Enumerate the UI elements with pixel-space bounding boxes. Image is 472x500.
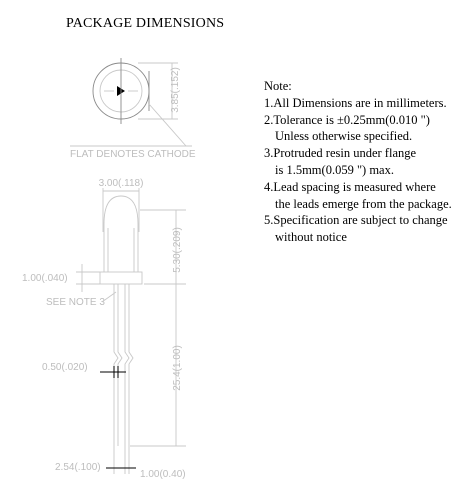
see-note-label: SEE NOTE 3 xyxy=(46,297,105,308)
led-flange xyxy=(100,272,142,284)
flange-label: 1.00(.040) xyxy=(22,273,68,284)
note-line: 5.Specification are subject to change xyxy=(264,213,448,228)
note-line: 2.Tolerance is ±0.25mm(0.010 ") xyxy=(264,112,430,127)
top-view xyxy=(70,58,196,160)
lead-right-inner xyxy=(129,284,133,446)
body-height-label: 5.30(.209) xyxy=(172,227,183,273)
lead-offset-label: 1.00(0.40) xyxy=(140,469,186,480)
note-line: is 1.5mm(0.059 ") max. xyxy=(275,162,394,177)
lead-width-label: 0.50(.020) xyxy=(42,362,88,373)
notes-heading: Note: xyxy=(264,79,292,93)
note-line: 4.Lead spacing is measured where xyxy=(264,179,436,194)
note-line: 1.All Dimensions are in millimeters. xyxy=(264,95,447,110)
notes-panel xyxy=(264,78,469,246)
body-diameter-label: 3.00(.118) xyxy=(98,178,144,189)
side-view xyxy=(22,178,186,480)
note-line: without notice xyxy=(275,230,347,245)
lead-spacing-label: 2.54(.100) xyxy=(55,462,101,473)
lead-length-label: 25.4(1.00) xyxy=(172,345,183,391)
lead-left xyxy=(114,284,118,446)
led-body-outline xyxy=(104,196,138,272)
lead-left-inner xyxy=(118,284,122,446)
page-title: PACKAGE DIMENSIONS xyxy=(66,16,225,31)
flat-denotes-cathode-label: FLAT DENOTES CATHODE xyxy=(70,149,196,160)
note-line: the leads emerge from the package. xyxy=(275,196,452,211)
lead-right xyxy=(125,284,129,446)
top-view-height-label: 3.85(.152) xyxy=(170,67,181,113)
note-line: 3.Protruded resin under flange xyxy=(264,146,417,161)
note-line: Unless otherwise specified. xyxy=(275,129,413,144)
